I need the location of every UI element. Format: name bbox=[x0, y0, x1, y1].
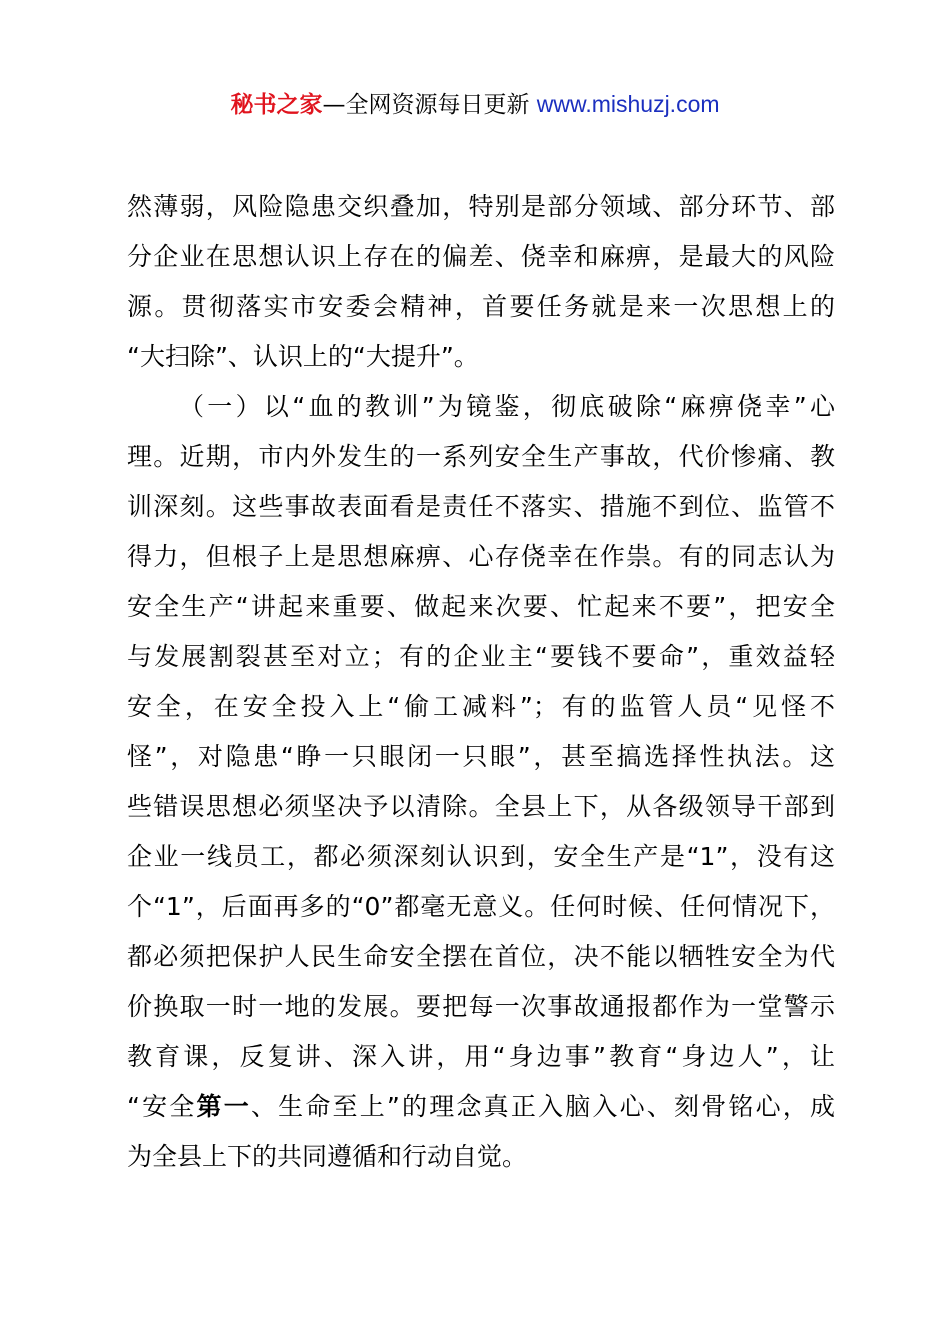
text-fragment: 、生命至上”的理念真正入脑入心、刻骨铭心，成 bbox=[250, 1092, 835, 1121]
text-line: 源。贯彻落实市安委会精神，首要任务就是来一次思想上的 bbox=[127, 292, 835, 321]
text-line: 个“1”，后面再多的“0”都毫无意义。任何时候、任何情况下， bbox=[127, 892, 835, 921]
text-line: 与发展割裂甚至对立；有的企业主“要钱不要命”，重效益轻 bbox=[127, 642, 835, 671]
text-line: “大扫除”、认识上的“大提升”。 bbox=[127, 342, 479, 371]
text-line: 然薄弱，风险隐患交织叠加，特别是部分领域、部分环节、部 bbox=[127, 192, 835, 221]
header-tagline: —全网资源每日更新 bbox=[322, 92, 537, 118]
header-url-link[interactable]: www.mishuzj.com bbox=[536, 91, 720, 117]
text-line: 分企业在思想认识上存在的偏差、侥幸和麻痹，是最大的风险 bbox=[127, 242, 835, 271]
text-line: 为全县上下的共同遵循和行动自觉。 bbox=[127, 1142, 528, 1171]
text-line: 怪”，对隐患“睁一只眼闭一只眼”，甚至搞选择性执法。这 bbox=[127, 742, 835, 771]
text-line: 安全，在安全投入上“偷工减料”；有的监管人员“见怪不 bbox=[127, 692, 835, 721]
section-heading-line: （一）以“血的教训”为镜鉴，彻底破除“麻痹侥幸”心 bbox=[179, 392, 835, 421]
text-fragment: “安全 bbox=[127, 1092, 197, 1121]
text-line: 训深刻。这些事故表面看是责任不落实、措施不到位、监管不 bbox=[127, 492, 835, 521]
text-line: 些错误思想必须坚决予以清除。全县上下，从各级领导干部到 bbox=[127, 792, 835, 821]
text-line: 理。近期，市内外发生的一系列安全生产事故，代价惨痛、教 bbox=[127, 442, 835, 471]
header-brand: 秘书之家 bbox=[230, 92, 323, 118]
text-line: 安全生产“讲起来重要、做起来次要、忙起来不要”，把安全 bbox=[127, 592, 835, 621]
text-line: 都必须把保护人民生命安全摆在首位，决不能以牺牲安全为代 bbox=[127, 942, 835, 971]
text-line: 企业一线员工，都必须深刻认识到，安全生产是“1”，没有这 bbox=[127, 842, 835, 871]
text-line: 得力，但根子上是思想麻痹、心存侥幸在作祟。有的同志认为 bbox=[127, 542, 835, 571]
bold-emphasis: 第一 bbox=[196, 1092, 251, 1121]
document-body bbox=[127, 182, 835, 1182]
text-line: 教育课，反复讲、深入讲，用“身边事”教育“身边人”，让 bbox=[127, 1042, 835, 1071]
text-line-with-emphasis bbox=[127, 1082, 835, 1132]
text-line: 价换取一时一地的发展。要把每一次事故通报都作为一堂警示 bbox=[127, 992, 835, 1021]
page-header bbox=[0, 88, 950, 121]
